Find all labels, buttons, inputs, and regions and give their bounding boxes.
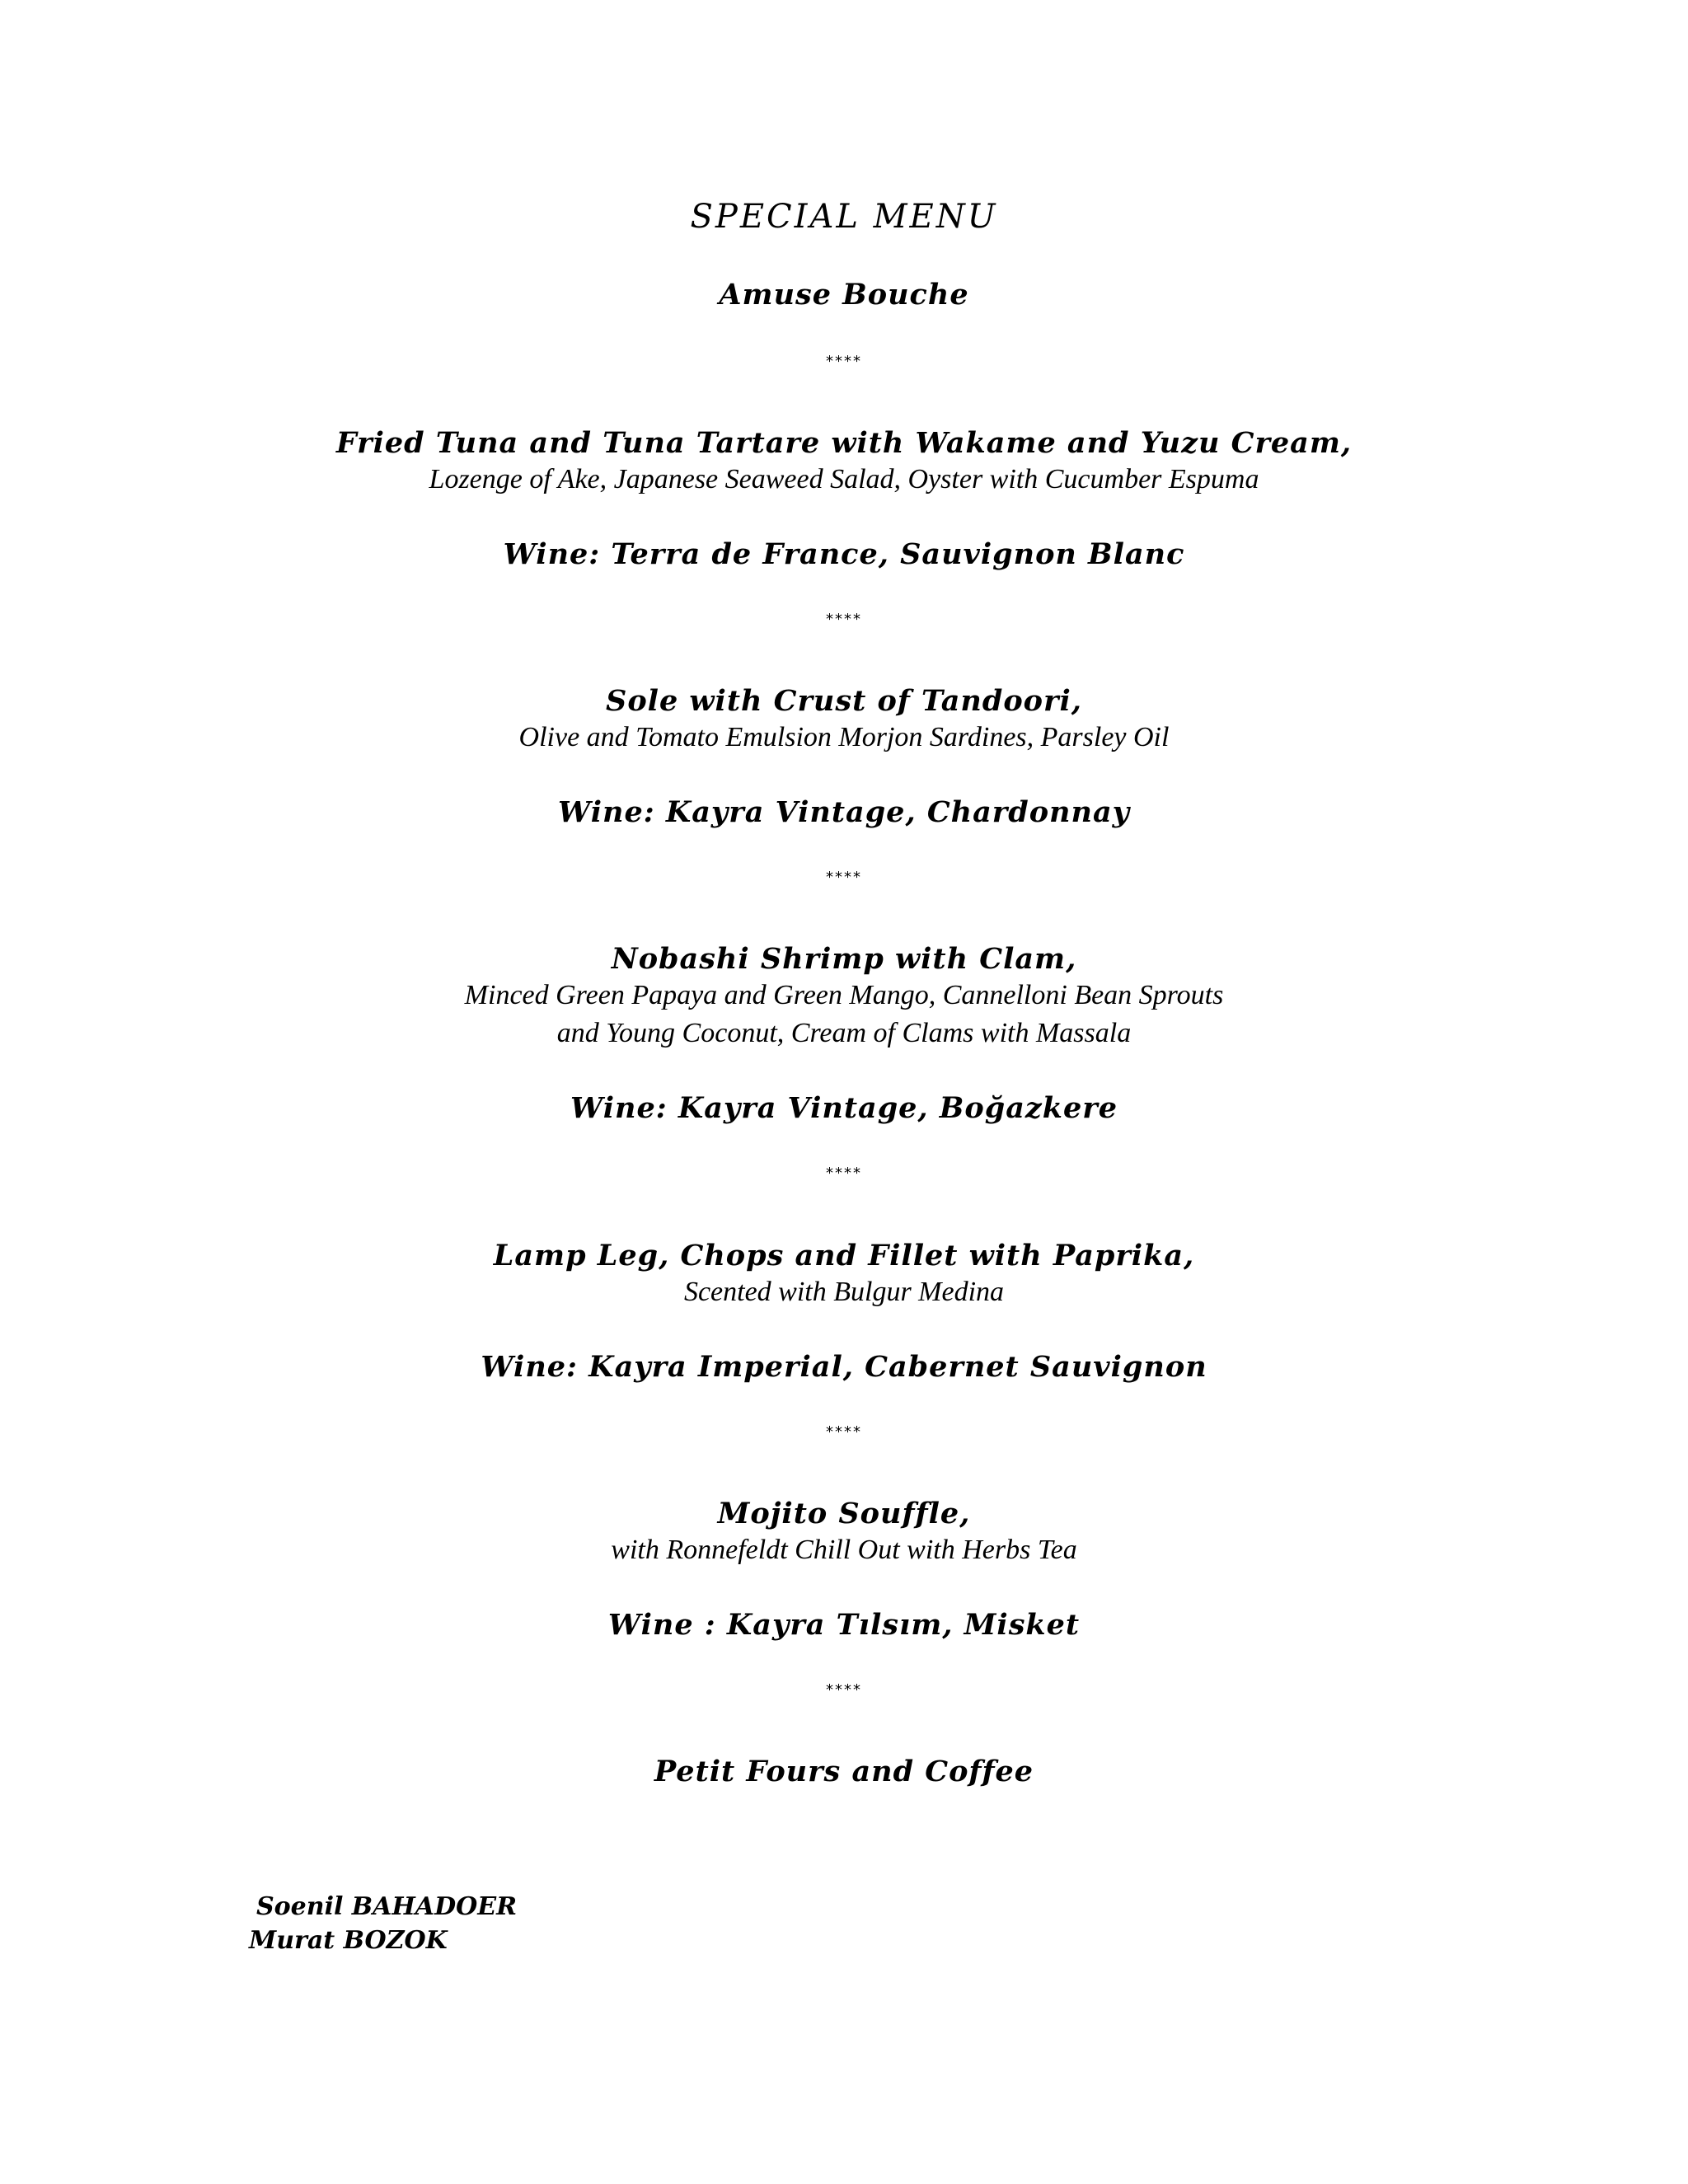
closing-course: Petit Fours and Coffee (654, 1755, 1034, 1788)
course-3-desc-line-2: and Young Coconut, Cream of Clams with Massala (556, 1018, 1132, 1048)
course-3-name: Nobashi Shrimp with Clam, (611, 942, 1077, 976)
course-3-wine: Wine: Kayra Vintage, Boğazkere (570, 1091, 1118, 1125)
separator: **** (826, 353, 862, 370)
course-4-name: Lamp Leg, Chops and Fillet with Paprika, (493, 1239, 1195, 1272)
chef-signature-1: Soenil BAHADOER (256, 1892, 518, 1921)
course-2-desc: Olive and Tomato Emulsion Morjon Sardines, Parsley Oil (518, 722, 1170, 752)
course-1-desc: Lozenge of Ake, Japanese Seaweed Salad, Oyster with Cucumber Espuma (429, 464, 1259, 494)
amuse-bouche: Amuse Bouche (719, 278, 969, 312)
course-5-wine: Wine : Kayra Tılsım, Misket (607, 1608, 1081, 1642)
separator: **** (826, 611, 862, 628)
course-4-wine: Wine: Kayra Imperial, Cabernet Sauvignon (481, 1350, 1207, 1384)
course-3-desc-line-1: Minced Green Papaya and Green Mango, Cannelloni Bean Sprouts (464, 980, 1224, 1010)
course-2-name: Sole with Crust of Tandoori, (606, 684, 1082, 718)
chef-signature-2: Murat BOZOK (249, 1926, 448, 1955)
course-1-wine: Wine: Terra de France, Sauvignon Blanc (503, 537, 1185, 571)
separator: **** (826, 1165, 862, 1182)
course-4-desc: Scented with Bulgur Medina (683, 1277, 1005, 1307)
course-5-desc: with Ronnefeldt Chill Out with Herbs Tea (611, 1535, 1077, 1565)
separator: **** (826, 1423, 862, 1441)
course-1-name: Fried Tuna and Tuna Tartare with Wakame and Yuzu Cream, (335, 426, 1353, 460)
separator: **** (826, 869, 862, 886)
course-2-wine: Wine: Kayra Vintage, Chardonnay (558, 795, 1130, 829)
separator: **** (826, 1681, 862, 1699)
menu-title: SPECIAL MENU (690, 198, 998, 236)
course-5-name: Mojito Souffle, (717, 1497, 971, 1530)
